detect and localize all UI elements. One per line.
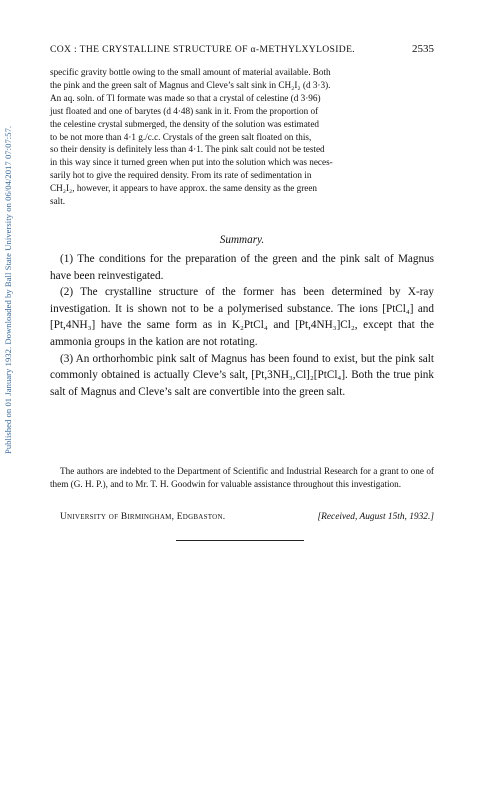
summary-heading: Summary. xyxy=(219,234,265,246)
end-rule-divider xyxy=(176,540,304,541)
body-line: salt. xyxy=(50,196,66,207)
acknowledgement-text: The authors are indebted to the Department of Scientific and Industrial Research for a grant to one of them (G. H. P.), and to Mr. T. H. Goodwin for valuable assistance throughout this investigation. xyxy=(50,466,434,490)
body-line: CH₂I₂, however, it appears to have approx. the same density as the green xyxy=(50,183,318,194)
running-title: COX : THE CRYSTALLINE STRUCTURE OF α-METHYLXYLOSIDE. xyxy=(50,44,356,55)
body-line: to be not more than 4·1 g./c.c. Crystals of the green salt floated on this, xyxy=(50,131,312,142)
summary-point-3: (3) An orthorhombic pink salt of Magnus has been found to exist, but the pink salt commonly obtained is actually Cleve’s salt, [Pt,3NH₃,Cl]₂[PtCl₄]. Both the true pink salt of Magnus and Cleve’s salt are convertible into the green salt. xyxy=(50,352,434,398)
received-date: [Received, August 15th, 1932.] xyxy=(317,512,434,522)
running-header xyxy=(50,43,434,57)
body-line: specific gravity bottle owing to the small amount of material available. Both xyxy=(50,67,331,77)
body-line: An aq. soln. of Tl formate was made so that a crystal of celestine (d 3·96) xyxy=(50,92,321,103)
body-line: just floated and one of barytes (d 4·48) sank in it. From the proportion of xyxy=(50,105,319,116)
body-line: the pink and the green salt of Magnus and Cleve’s salt sink in CH₂I₂ (d 3·3). xyxy=(50,79,331,90)
acknowledgement-section xyxy=(50,465,434,492)
body-line: sarily hot to give the required density. From its rate of sedimentation in xyxy=(50,170,312,181)
summary-point-1: (1) The conditions for the preparation of the green and the pink salt of Magnus have been reinvestigated. xyxy=(50,253,434,282)
institution-name: University of Birmingham, Edgbaston. xyxy=(60,512,226,522)
page-number: 2535 xyxy=(412,43,434,55)
summary-section xyxy=(50,251,434,400)
affiliation-line xyxy=(60,512,434,522)
body-line: the celestine crystal submerged, the density of the solution was estimated xyxy=(50,118,320,129)
summary-point-2: (2) The crystalline structure of the former has been determined by X-ray investigation. It is shown not to be a polymerised substance. The ions [PtCl₄] and [Pt,4NH₃] have the same form as in K₂PtCl₄ and [Pt,4NH₃]Cl₂, except that the ammonia groups in the kation are not rotating. xyxy=(50,286,434,348)
body-line: so their density is definitely less than 4·1. The pink salt could not be tested xyxy=(50,144,325,155)
body-line: in this way since it turned green when put into the solution which was neces- xyxy=(50,157,333,168)
body-paragraph xyxy=(50,66,434,208)
download-provenance-note: Published on 01 January 1932. Downloaded by Ball State University on 06/04/2017 07:07:57. xyxy=(3,125,13,455)
